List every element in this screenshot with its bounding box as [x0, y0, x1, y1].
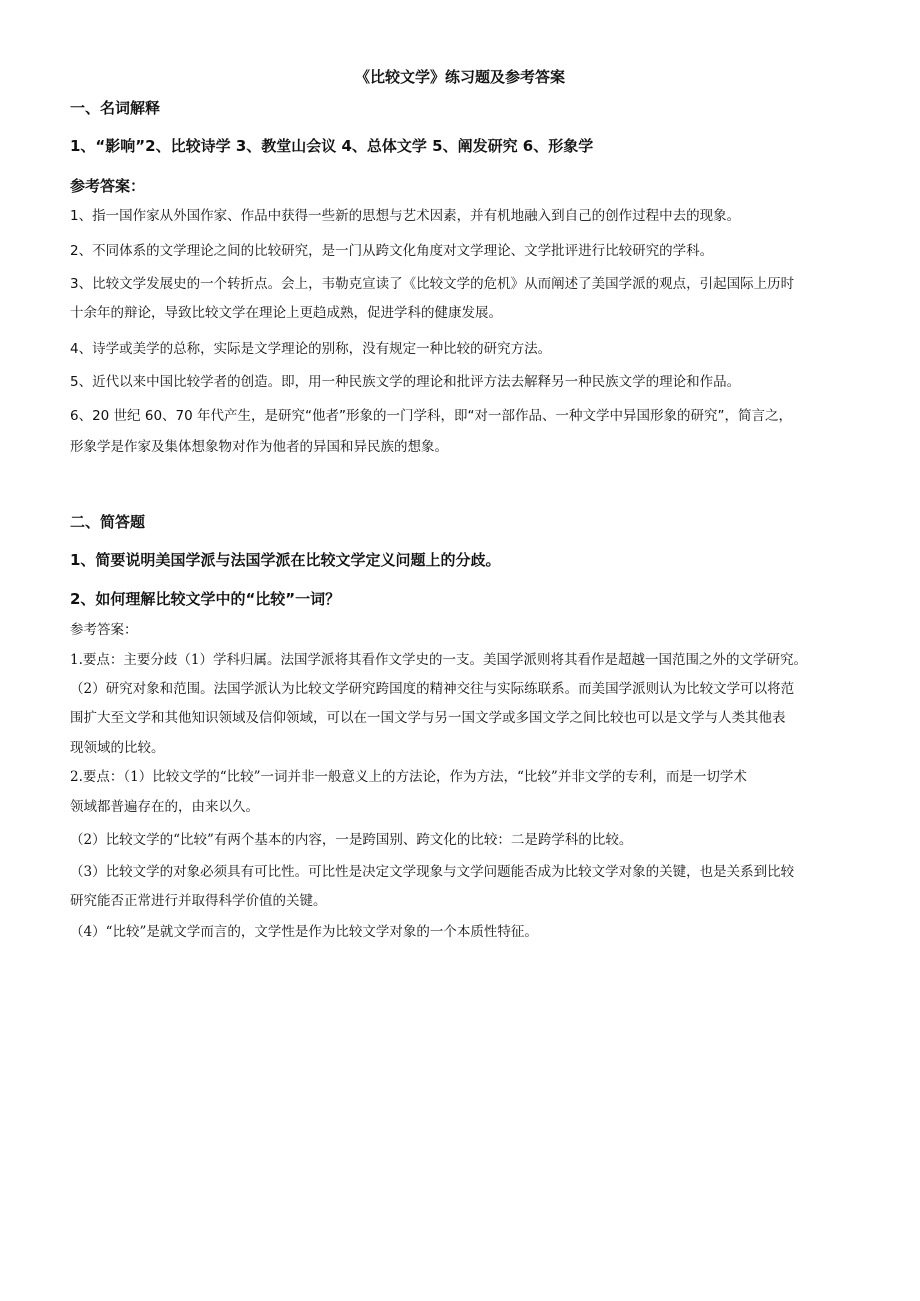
answer-line: 6、20 世纪 60、70 年代产生，是研究“他者”形象的一门学科，即“对一部作品、一种文学中异国形象的研究”，简言之，	[70, 408, 792, 424]
answer-line: 研究能否正常进行并取得科学价值的关键。	[70, 893, 327, 909]
term-list: 1、“影响”2、比较诗学 3、教堂山会议 4、总体文学 5、阐发研究 6、形象学	[70, 137, 594, 155]
answer-line: （3）比较文学的对象必须具有可比性。可比性是决定文学现象与文学问题能否成为比较文学对象的关键，也是关系到比较	[70, 864, 795, 880]
answer-line: 2.要点：（1）比较文学的“比较”一词并非一般意义上的方法论，作为方法，“比较”并非文学的专利，而是一切学术	[70, 769, 747, 785]
answer-line: 现领域的比较。	[70, 740, 165, 756]
answer-line: 领域都普遍存在的，由来以久。	[70, 799, 259, 815]
answer-line: 1.要点：主要分歧（1）学科归属。法国学派将其看作文学史的一支。美国学派则将其看作是超越一国范围之外的文学研究。	[70, 652, 807, 668]
answer-line: 1、指一国作家从外国作家、作品中获得一些新的思想与艺术因素，并有机地融入到自己的创作过程中去的现象。	[70, 208, 741, 224]
section-2-answer-label: 参考答案：	[70, 622, 138, 638]
answer-line: 十余年的辩论，导致比较文学在理论上更趋成熟，促进学科的健康发展。	[70, 305, 502, 321]
answer-line: 3、比较文学发展史的一个转折点。会上，韦勒克宣读了《比较文学的危机》从而阐述了美国学派的观点，引起国际上历时	[70, 276, 795, 292]
question-line: 2、如何理解比较文学中的“比较”一词？	[70, 590, 341, 608]
answer-line: （4）“比较”是就文学而言的，文学性是作为比较文学对象的一个本质性特征。	[70, 924, 538, 940]
answer-line: （2）研究对象和范围。法国学派认为比较文学研究跨国度的精神交往与实际练联系。而美国学派则认为比较文学可以将范	[70, 681, 795, 697]
question-line: 1、简要说明美国学派与法国学派在比较文学定义问题上的分歧。	[70, 551, 501, 569]
answer-line: （2）比较文学的“比较”有两个基本的内容，一是跨国别、跨文化的比较：二是跨学科的比较。	[70, 832, 633, 848]
answer-line: 围扩大至文学和其他知识领域及信仰领域，可以在一国文学与另一国文学或多国文学之间比较也可以是文学与人类其他表	[70, 710, 786, 726]
section-1-heading: 一、名词解释	[70, 99, 161, 117]
answer-line: 形象学是作家及集体想象物对作为他者的异国和异民族的想象。	[70, 439, 448, 455]
section-2-heading: 二、简答题	[70, 513, 146, 531]
answer-line: 4、诗学或美学的总称，实际是文学理论的别称，没有规定一种比较的研究方法。	[70, 341, 552, 357]
answer-line: 2、不同体系的文学理论之间的比较研究，是一门从跨文化角度对文学理论、文学批评进行比较研究的学科。	[70, 243, 714, 259]
answer-line: 5、近代以来中国比较学者的创造。即，用一种民族文学的理论和批评方法去解释另一种民族文学的理论和作品。	[70, 374, 741, 390]
page-title: 《比较文学》练习题及参考答案	[354, 68, 565, 86]
section-1-answer-label: 参考答案：	[70, 177, 146, 195]
